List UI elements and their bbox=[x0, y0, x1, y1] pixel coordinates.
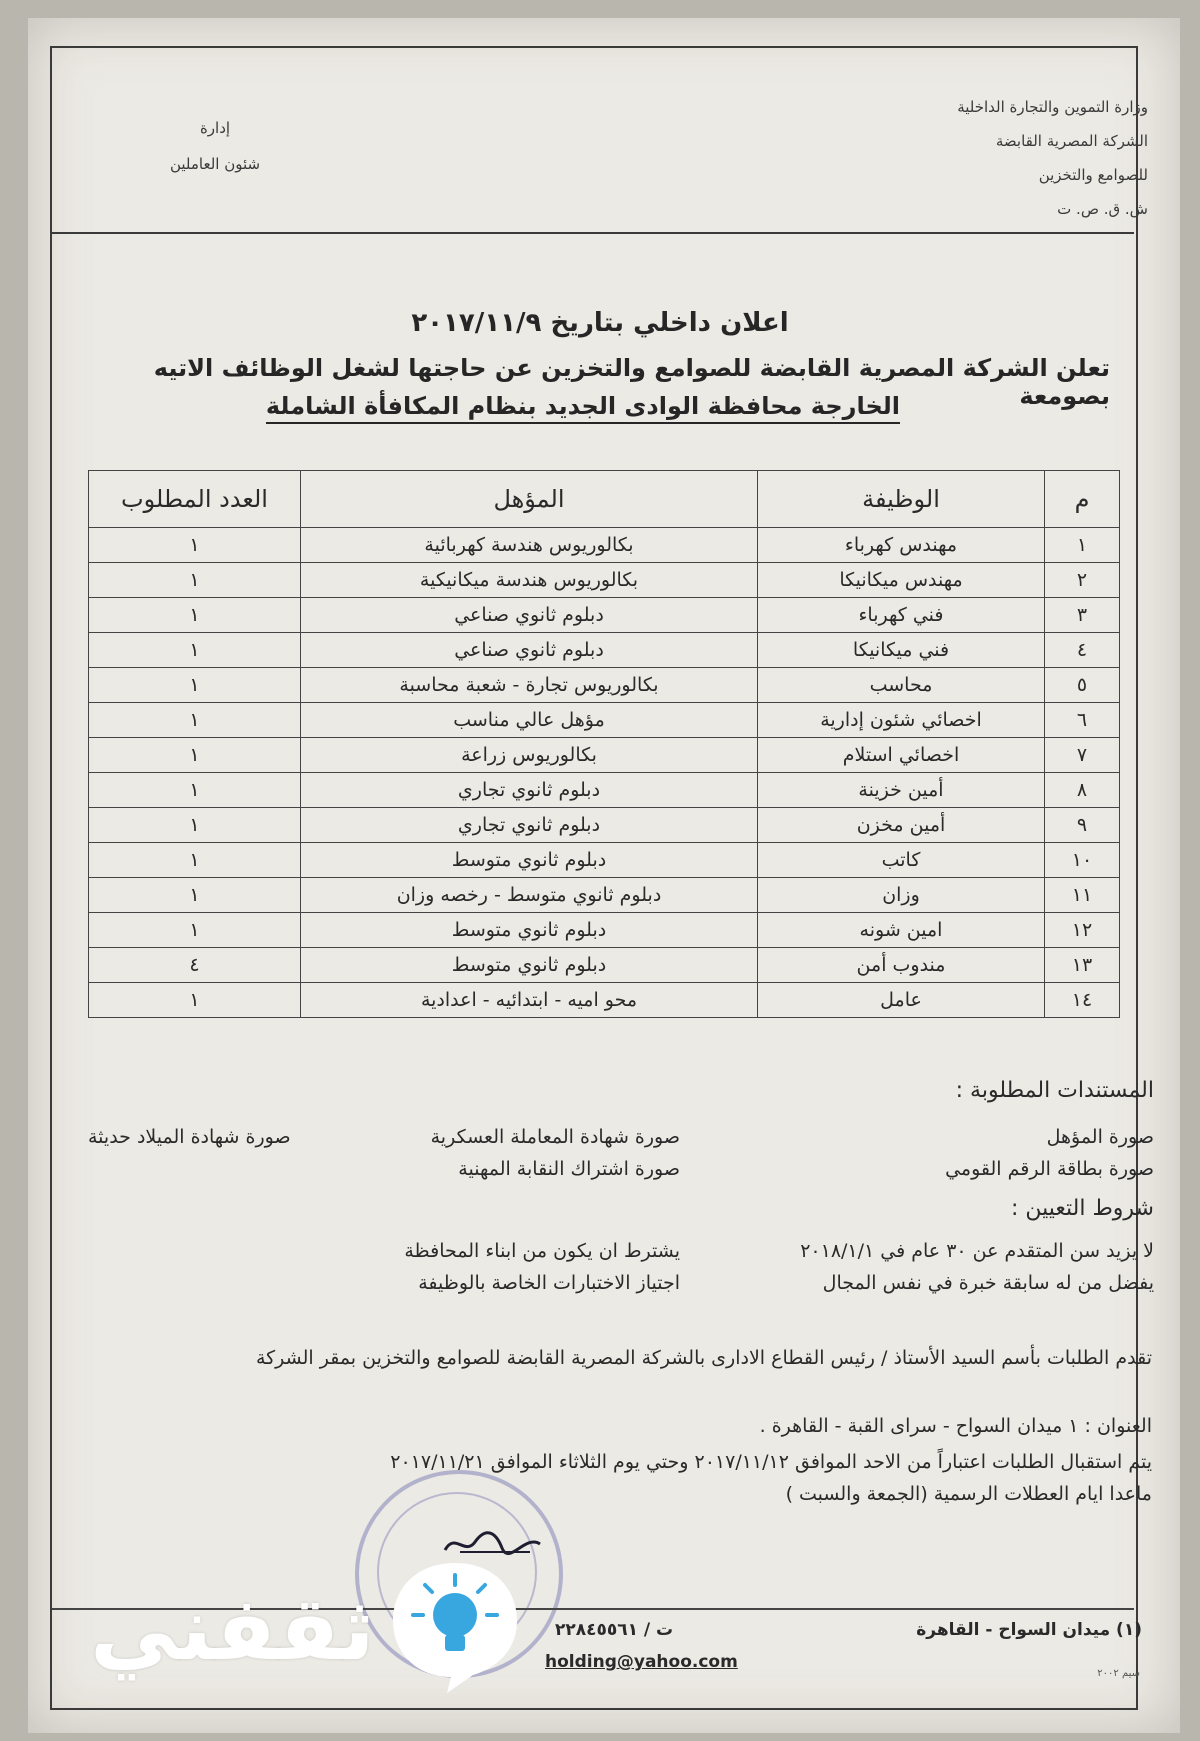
doc-national-id: صورة بطاقة الرقم القومي bbox=[945, 1158, 1154, 1180]
cell-count: ١ bbox=[89, 773, 301, 808]
cell-qualification: بكالوريوس هندسة كهربائية bbox=[301, 528, 758, 563]
cell-count: ١ bbox=[89, 738, 301, 773]
watermark-text: ثقفني bbox=[90, 1577, 375, 1680]
department-label: إدارة bbox=[199, 119, 231, 137]
cell-count: ٤ bbox=[89, 948, 301, 983]
col-header-job: الوظيفة bbox=[758, 471, 1045, 528]
cell-count: ١ bbox=[89, 528, 301, 563]
cell-job: اخصائي شئون إدارية bbox=[758, 703, 1045, 738]
table-row bbox=[89, 703, 1120, 738]
cell-number: ٧ bbox=[1045, 738, 1120, 773]
cell-job: امين شونه bbox=[758, 913, 1045, 948]
department-header bbox=[150, 110, 280, 182]
cell-job: مندوب أمن bbox=[758, 948, 1045, 983]
cell-number: ١٢ bbox=[1045, 913, 1120, 948]
cell-number: ١٤ bbox=[1045, 983, 1120, 1018]
cell-job: كاتب bbox=[758, 843, 1045, 878]
cell-number: ٩ bbox=[1045, 808, 1120, 843]
cell-number: ٣ bbox=[1045, 598, 1120, 633]
documents-heading: المستندات المطلوبة : bbox=[955, 1078, 1154, 1103]
cell-job: أمين مخزن bbox=[758, 808, 1045, 843]
cell-qualification: بكالوريوس تجارة - شعبة محاسبة bbox=[301, 668, 758, 703]
table-row bbox=[89, 773, 1120, 808]
cell-qualification: محو اميه - ابتدائيه - اعدادية bbox=[301, 983, 758, 1018]
application-instructions: تقدم الطلبات بأسم السيد الأستاذ / رئيس القطاع الادارى بالشركة المصرية القابضة للصوامع والتخزين بمقر الشركة bbox=[255, 1347, 1152, 1369]
cell-job: مهندس ميكانيكا bbox=[758, 563, 1045, 598]
table-row bbox=[89, 598, 1120, 633]
col-header-number: م bbox=[1045, 471, 1120, 528]
doc-syndicate: صورة اشتراك النقابة المهنية bbox=[458, 1158, 680, 1180]
cell-qualification: دبلوم ثانوي متوسط bbox=[301, 948, 758, 983]
cell-number: ٤ bbox=[1045, 633, 1120, 668]
cell-count: ١ bbox=[89, 703, 301, 738]
table-row bbox=[89, 633, 1120, 668]
doc-qualification: صورة المؤهل bbox=[1046, 1126, 1154, 1148]
table-row bbox=[89, 808, 1120, 843]
table-row bbox=[89, 668, 1120, 703]
table-row bbox=[89, 878, 1120, 913]
cell-count: ١ bbox=[89, 563, 301, 598]
cell-job: محاسب bbox=[758, 668, 1045, 703]
table-row bbox=[89, 528, 1120, 563]
footer-form-code: سيم ٢٠٠٢ bbox=[1097, 1668, 1140, 1679]
table-row bbox=[89, 738, 1120, 773]
site-watermark bbox=[40, 1555, 520, 1705]
table-row bbox=[89, 983, 1120, 1018]
condition-experience: يفضل من له سابقة خبرة في نفس المجال bbox=[822, 1272, 1154, 1294]
cell-qualification: دبلوم ثانوي متوسط bbox=[301, 913, 758, 948]
lightbulb-icon bbox=[385, 1555, 525, 1695]
table-header-row bbox=[89, 471, 1120, 528]
cell-qualification: دبلوم ثانوي متوسط bbox=[301, 843, 758, 878]
table-row bbox=[89, 843, 1120, 878]
header-divider bbox=[52, 232, 1134, 234]
condition-age: لا يزيد سن المتقدم عن ٣٠ عام في ٢٠١٨/١/١ bbox=[800, 1240, 1154, 1262]
cell-count: ١ bbox=[89, 878, 301, 913]
cell-count: ١ bbox=[89, 808, 301, 843]
company-name: الشركة المصرية القابضة bbox=[995, 132, 1148, 150]
jobs-table bbox=[88, 470, 1120, 1018]
cell-job: وزان bbox=[758, 878, 1045, 913]
cell-count: ١ bbox=[89, 843, 301, 878]
cell-job: فني كهرباء bbox=[758, 598, 1045, 633]
cell-count: ١ bbox=[89, 598, 301, 633]
cell-number: ٨ bbox=[1045, 773, 1120, 808]
cell-qualification: مؤهل عالي مناسب bbox=[301, 703, 758, 738]
cell-count: ١ bbox=[89, 913, 301, 948]
conditions-heading: شروط التعيين : bbox=[1010, 1196, 1154, 1221]
cell-qualification: دبلوم ثانوي تجاري bbox=[301, 808, 758, 843]
condition-resident: يشترط ان يكون من ابناء المحافظة bbox=[404, 1240, 680, 1262]
footer-email: holding@yahoo.com bbox=[545, 1652, 738, 1672]
cell-job: اخصائي استلام bbox=[758, 738, 1045, 773]
cell-qualification: بكالوريوس هندسة ميكانيكية bbox=[301, 563, 758, 598]
announcement-intro: تعلن الشركة المصرية القابضة للصوامع والتخزين عن حاجتها لشغل الوظائف الاتيه بصومعة bbox=[153, 354, 1110, 410]
cell-number: ١٣ bbox=[1045, 948, 1120, 983]
cell-qualification: دبلوم ثانوي صناعي bbox=[301, 598, 758, 633]
table-row bbox=[89, 913, 1120, 948]
announcement-title: اعلان داخلي بتاريخ ٢٠١٧/١١/٩ bbox=[411, 308, 789, 338]
department-name: شئون العاملين bbox=[169, 155, 261, 173]
cell-qualification: دبلوم ثانوي صناعي bbox=[301, 633, 758, 668]
cell-qualification: دبلوم ثانوي متوسط - رخصه وزان bbox=[301, 878, 758, 913]
cell-number: ٢ bbox=[1045, 563, 1120, 598]
company-name-line2: للصوامع والتخزين bbox=[1038, 166, 1148, 184]
col-header-count: العدد المطلوب bbox=[89, 471, 301, 528]
doc-birth-certificate: صورة شهادة الميلاد حديثة bbox=[88, 1126, 291, 1148]
table-row bbox=[89, 563, 1120, 598]
application-address: العنوان : ١ ميدان السواح - سراى القبة - القاهرة . bbox=[759, 1415, 1152, 1437]
col-header-qualification: المؤهل bbox=[301, 471, 758, 528]
cell-job: أمين خزينة bbox=[758, 773, 1045, 808]
cell-number: ١ bbox=[1045, 528, 1120, 563]
table-row bbox=[89, 948, 1120, 983]
footer-address: (١) ميدان السواح - القاهرة bbox=[916, 1620, 1142, 1640]
cell-number: ١١ bbox=[1045, 878, 1120, 913]
ministry-name: وزارة التموين والتجارة الداخلية bbox=[957, 98, 1148, 116]
doc-military: صورة شهادة المعاملة العسكرية bbox=[430, 1126, 680, 1148]
cell-job: فني ميكانيكا bbox=[758, 633, 1045, 668]
jobs-table-body bbox=[89, 528, 1120, 1018]
cell-count: ١ bbox=[89, 983, 301, 1018]
ministry-header bbox=[888, 90, 1148, 226]
application-holidays: ماعدا ايام العطلات الرسمية (الجمعة والسبت ) bbox=[785, 1483, 1152, 1505]
cell-number: ٥ bbox=[1045, 668, 1120, 703]
cell-number: ١٠ bbox=[1045, 843, 1120, 878]
cell-count: ١ bbox=[89, 668, 301, 703]
application-dates: يتم استقبال الطلبات اعتباراً من الاحد الموافق ٢٠١٧/١١/١٢ وحتي يوم الثلاثاء الموافق ٢٠١٧/١١/٢١ bbox=[390, 1451, 1152, 1473]
cell-qualification: دبلوم ثانوي تجاري bbox=[301, 773, 758, 808]
footer-phone: ت / ٢٢٨٤٥٥٦١ bbox=[555, 1620, 674, 1640]
cell-number: ٦ bbox=[1045, 703, 1120, 738]
cell-qualification: بكالوريوس زراعة bbox=[301, 738, 758, 773]
company-abbrev: ش. ق. ص. ت bbox=[1057, 200, 1148, 218]
cell-job: مهندس كهرباء bbox=[758, 528, 1045, 563]
cell-count: ١ bbox=[89, 633, 301, 668]
announcement-intro-line2: الخارجة محافظة الوادى الجديد بنظام المكافأة الشاملة bbox=[266, 392, 900, 424]
condition-tests: اجتياز الاختبارات الخاصة بالوظيفة bbox=[418, 1272, 680, 1294]
cell-job: عامل bbox=[758, 983, 1045, 1018]
